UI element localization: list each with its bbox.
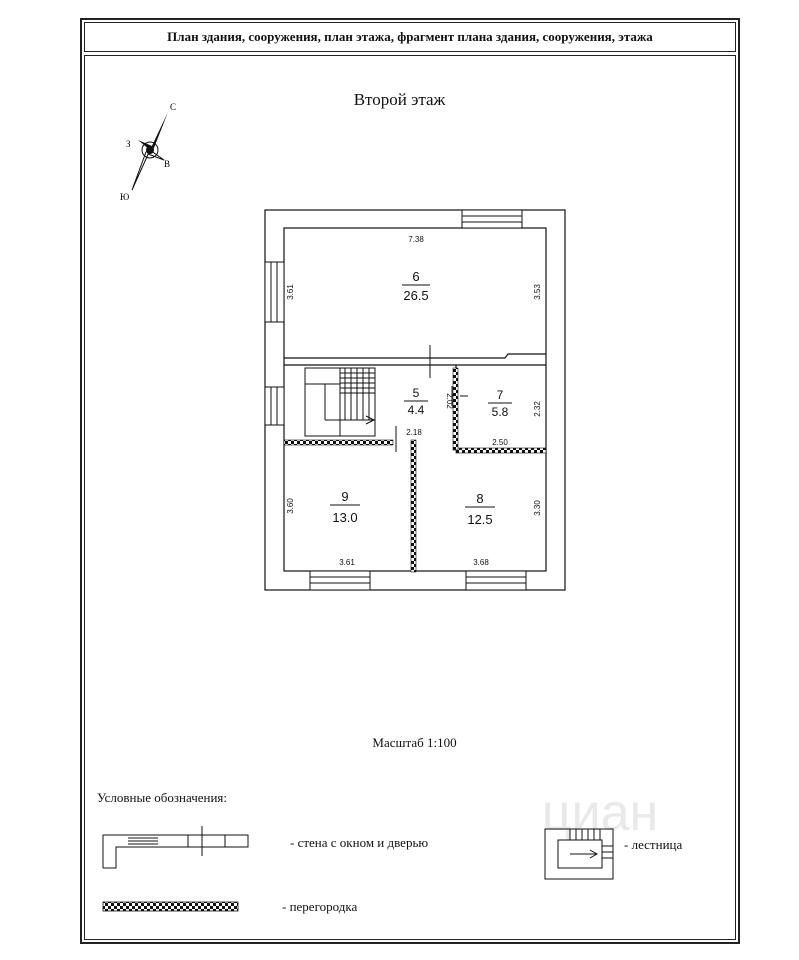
legend-title: Условные обозначения: <box>97 790 228 805</box>
room-6-area: 26.5 <box>403 288 429 303</box>
room-8-area: 12.5 <box>467 512 493 527</box>
dim-2-18: 2.18 <box>406 428 422 437</box>
room-5-number: 5 <box>412 386 420 400</box>
legend-stairs-label: - лестница <box>624 837 683 852</box>
dim-3-60: 3.60 <box>286 498 295 514</box>
compass-west-label: З <box>126 139 131 149</box>
room-7-number: 7 <box>496 388 504 402</box>
legend-partition-symbol <box>103 902 238 911</box>
watermark: циан <box>541 784 659 842</box>
compass-north-label: С <box>170 102 177 112</box>
dim-3-61-left: 3.61 <box>286 284 295 300</box>
staircase <box>305 368 375 436</box>
compass-south-label: Ю <box>120 192 130 202</box>
legend-wall-label: - стена с окном и дверью <box>290 835 429 850</box>
dim-3-30: 3.30 <box>533 500 542 516</box>
scale-label: Масштаб 1:100 <box>372 735 457 750</box>
legend-partition-label: - перегородка <box>282 899 358 914</box>
dim-3-68: 3.68 <box>473 558 489 567</box>
room-5-area: 4.4 <box>407 403 425 417</box>
dim-2-50: 2.50 <box>492 438 508 447</box>
room-9-area: 13.0 <box>332 510 358 525</box>
room-6-number: 6 <box>412 269 420 284</box>
room-7-area: 5.8 <box>491 405 509 419</box>
compass-icon <box>120 102 176 202</box>
room-8-number: 8 <box>476 491 484 506</box>
floor-title: Второй этаж <box>353 90 446 109</box>
legend-wall-symbol <box>103 826 248 868</box>
sheet-header: План здания, сооружения, план этажа, фрагмент плана здания, сооружения, этажа <box>84 22 736 52</box>
dim-2-02: 2.02 <box>445 393 454 409</box>
dim-7-38: 7.38 <box>408 235 424 244</box>
room-9-number: 9 <box>341 489 349 504</box>
dim-2-32: 2.32 <box>533 401 542 417</box>
dim-3-61-bottom: 3.61 <box>339 558 355 567</box>
dim-3-53: 3.53 <box>533 284 542 300</box>
compass-east-label: В <box>164 159 171 169</box>
windows <box>265 210 526 590</box>
